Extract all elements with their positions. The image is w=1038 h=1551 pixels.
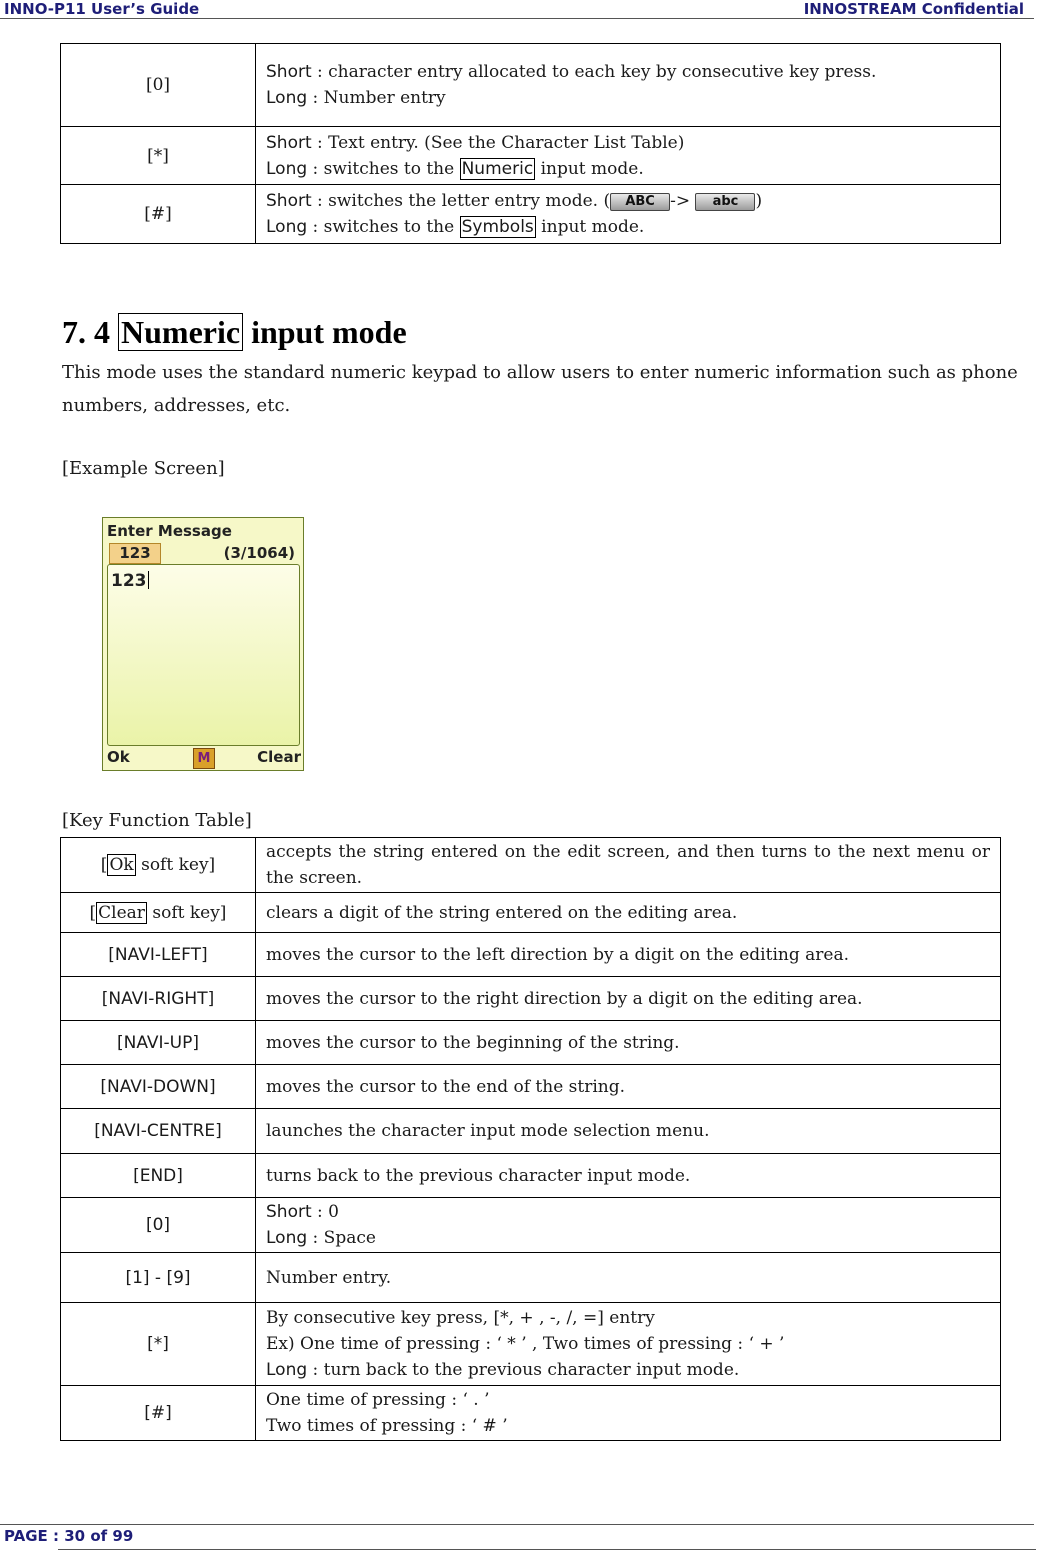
- short-text-end: ): [755, 191, 763, 211]
- desc-cell: [256, 185, 1001, 244]
- table-row: [61, 893, 1001, 933]
- clear-key-box: Clear: [98, 902, 145, 923]
- page-header: [0, 0, 1038, 18]
- softkey-text: soft key]: [135, 855, 216, 875]
- table-row: [61, 1065, 1001, 1109]
- desc-cell: moves the cursor to the left direction by a digit on the editing area.: [256, 933, 1001, 977]
- long-text: : Number entry: [307, 88, 446, 108]
- desc-cell: [256, 1198, 1001, 1253]
- long-label: Long: [266, 1360, 308, 1380]
- table-row: [61, 1253, 1001, 1303]
- short-text: : switches the letter entry mode. (: [311, 191, 611, 211]
- desc-cell: [256, 1386, 1001, 1441]
- arrow-text: ->: [670, 191, 696, 211]
- key-cell: [END]: [61, 1154, 256, 1198]
- section-boxed-word: Numeric: [118, 313, 243, 351]
- desc-cell: [256, 44, 1001, 127]
- key-cell: [1] - [9]: [61, 1253, 256, 1303]
- table-row: [61, 977, 1001, 1021]
- desc-cell: launches the character input mode selection menu.: [256, 1109, 1001, 1154]
- symbols-mode-box: Symbols: [461, 217, 534, 237]
- screen-title: Enter Message: [107, 522, 232, 540]
- long-label: Long: [266, 88, 308, 108]
- bracket: [: [100, 855, 108, 875]
- table-row: [61, 127, 1001, 185]
- edit-text: 123: [111, 571, 147, 591]
- softkey-text: soft key]: [146, 902, 227, 923]
- table-row: [61, 44, 1001, 127]
- key-cell: [#]: [61, 1386, 256, 1441]
- short-text: : character entry allocated to each key by consecutive key press.: [311, 62, 877, 82]
- key-function-table-label: [Key Function Table]: [62, 810, 252, 831]
- short-label: Short: [266, 1202, 312, 1222]
- key-cell: [NAVI-UP]: [61, 1021, 256, 1065]
- header-confidential: INNOSTREAM Confidential: [803, 0, 1024, 18]
- short-label: Short: [266, 132, 312, 153]
- desc-cell: [256, 127, 1001, 185]
- key-cell: [NAVI-CENTRE]: [61, 1109, 256, 1154]
- key-cell: [*]: [61, 127, 256, 185]
- key-function-table: [60, 837, 1001, 1441]
- table-row: [61, 838, 1001, 893]
- key-cell: [NAVI-RIGHT]: [61, 977, 256, 1021]
- short-label: Short: [266, 62, 312, 82]
- header-title: INNO-P11 User’s Guide: [4, 0, 200, 18]
- section-heading: [62, 310, 407, 354]
- menu-icon: M: [193, 748, 215, 769]
- long-text: : turn back to the previous character input mode.: [307, 1360, 740, 1380]
- clear-softkey: Clear: [257, 748, 301, 766]
- key-cell: [61, 838, 256, 893]
- long-text-end: input mode.: [535, 158, 644, 179]
- key-cell: [NAVI-LEFT]: [61, 933, 256, 977]
- bracket: [: [89, 902, 97, 923]
- desc-cell: turns back to the previous character input mode.: [256, 1154, 1001, 1198]
- numeric-mode-box: Numeric: [461, 158, 534, 179]
- edit-area: [107, 564, 300, 746]
- long-text: : switches to the: [307, 217, 460, 237]
- star-line-1: By consecutive key press, [*, + , -, /, =] entry: [266, 1308, 655, 1328]
- long-label: Long: [266, 1228, 308, 1248]
- char-counter: (3/1064): [223, 544, 295, 562]
- example-screen-label: [Example Screen]: [62, 458, 225, 479]
- long-text: : switches to the: [307, 158, 460, 179]
- example-phone-screen: [102, 517, 304, 771]
- table-row: [61, 1154, 1001, 1198]
- table-row: [61, 1109, 1001, 1154]
- section-paragraph: This mode uses the standard numeric keypad to allow users to enter numeric information such as phone numbers, addresses, etc.: [62, 362, 1018, 416]
- desc-cell: Number entry.: [256, 1253, 1001, 1303]
- table-row: [61, 1021, 1001, 1065]
- key-cell: [61, 893, 256, 933]
- short-label: Short: [266, 191, 312, 211]
- long-text-end: input mode.: [535, 217, 645, 237]
- table-row: [61, 933, 1001, 977]
- table-row: [61, 1198, 1001, 1253]
- desc-cell: moves the cursor to the beginning of the string.: [256, 1021, 1001, 1065]
- edit-text-line: [111, 571, 149, 591]
- header-rule: [0, 18, 1034, 19]
- long-text: : Space: [307, 1228, 376, 1248]
- footer-rule-bottom: [58, 1549, 1036, 1550]
- input-mode-badge: 123: [109, 543, 161, 564]
- ok-softkey: Ok: [107, 748, 130, 766]
- desc-cell: moves the cursor to the right direction by a digit on the editing area.: [256, 977, 1001, 1021]
- key-cell: [#]: [61, 185, 256, 244]
- short-text: : 0: [311, 1202, 339, 1222]
- table-row: [61, 185, 1001, 244]
- text-cursor: [148, 571, 149, 589]
- short-text: : Text entry. (See the Character List Table): [311, 132, 685, 153]
- abc-uppercase-icon: ABC: [610, 193, 670, 211]
- star-line-2: Ex) One time of pressing : ‘ * ’ , Two times of pressing : ‘ + ’: [266, 1334, 785, 1354]
- section-heading-rest: input mode: [243, 314, 407, 350]
- page-number: PAGE : 30 of 99: [4, 1527, 134, 1545]
- long-label: Long: [266, 158, 308, 179]
- table-row: [61, 1303, 1001, 1386]
- key-cell: [0]: [61, 1198, 256, 1253]
- desc-cell: [256, 1303, 1001, 1386]
- long-label: Long: [266, 217, 308, 237]
- ok-key-box: Ok: [109, 855, 134, 875]
- key-cell: [*]: [61, 1303, 256, 1386]
- desc-cell: moves the cursor to the end of the string.: [256, 1065, 1001, 1109]
- hash-line-1: One time of pressing : ‘ . ’: [266, 1390, 490, 1410]
- section-number: 7. 4: [62, 314, 118, 350]
- table-row: [61, 1386, 1001, 1441]
- desc-cell: clears a digit of the string entered on the editing area.: [256, 893, 1001, 933]
- desc-cell: accepts the string entered on the edit screen, and then turns to the next menu or the screen.: [256, 838, 1001, 893]
- key-cell: [NAVI-DOWN]: [61, 1065, 256, 1109]
- hash-line-2: Two times of pressing : ‘ # ’: [266, 1416, 508, 1436]
- key-cell: [0]: [61, 44, 256, 127]
- footer-rule-top: [0, 1524, 1034, 1525]
- top-key-table: [60, 43, 1001, 244]
- abc-lowercase-icon: abc: [695, 193, 755, 211]
